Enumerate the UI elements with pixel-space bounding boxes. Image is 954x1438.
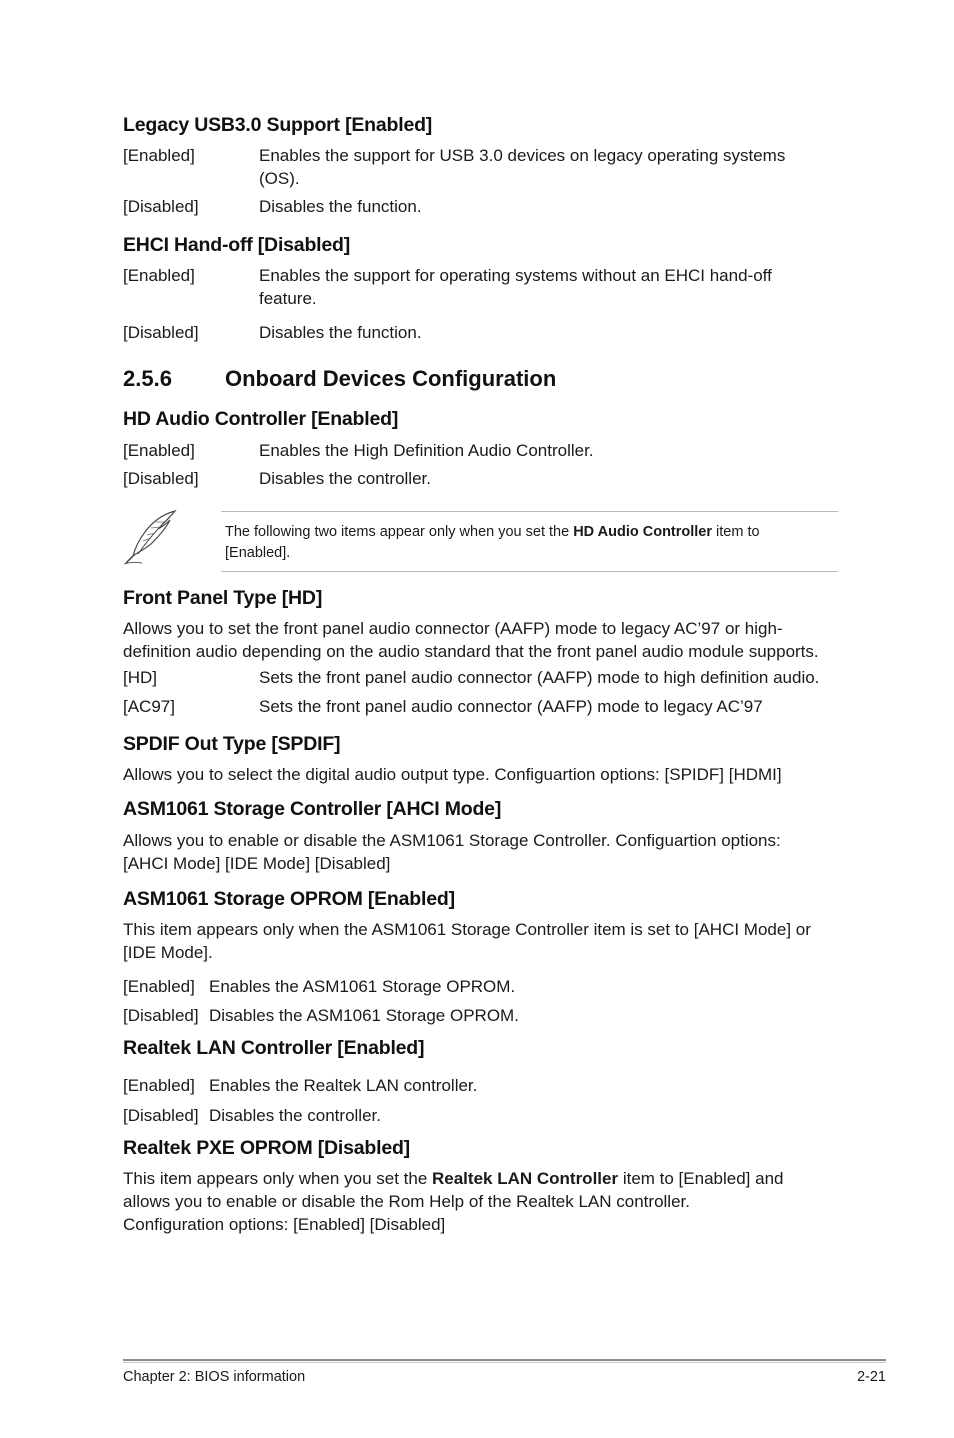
body-text: Allows you to select the digital audio output type. Configuartion options: [SPIDF] [HDMI] — [123, 765, 782, 784]
option-desc: feature. — [259, 289, 317, 308]
section-number: 2.5.6 — [123, 366, 172, 391]
footer-chapter: Chapter 2: BIOS information — [123, 1369, 306, 1385]
note-rule-top — [221, 511, 838, 512]
option-desc: Disables the controller. — [209, 1106, 381, 1125]
option-key: [AC97] — [123, 697, 175, 716]
option-key: [Enabled] — [123, 1076, 195, 1095]
heading-realtek-lan: Realtek LAN Controller [Enabled] — [123, 1037, 425, 1059]
body-text: This item appears only when the ASM1061 Storage Controller item is set to [AHCI Mode] or — [123, 920, 811, 939]
body-text: [AHCI Mode] [IDE Mode] [Disabled] — [123, 854, 391, 873]
option-desc: Enables the High Definition Audio Controller. — [259, 441, 594, 460]
option-key: [Disabled] — [123, 1006, 199, 1025]
body-text: Allows you to set the front panel audio connector (AAFP) mode to legacy AC’97 or high- — [123, 619, 783, 638]
option-desc: Enables the support for USB 3.0 devices on legacy operating systems — [259, 146, 786, 165]
quill-note-icon — [120, 508, 180, 568]
note-line-1: The following two items appear only when you set the HD Audio Controller item to — [225, 524, 760, 540]
section-title — [123, 365, 723, 393]
footer-rule-thin — [123, 1362, 886, 1363]
option-key: [HD] — [123, 668, 157, 687]
section-title-text: Onboard Devices Configuration — [225, 366, 557, 391]
option-desc: (OS). — [259, 169, 300, 188]
option-key: [Disabled] — [123, 1106, 199, 1125]
heading-spdif: SPDIF Out Type [SPDIF] — [123, 733, 341, 755]
heading-ehci: EHCI Hand-off [Disabled] — [123, 234, 351, 256]
body-text: Allows you to enable or disable the ASM1061 Storage Controller. Configuartion options: — [123, 831, 781, 850]
option-desc: Sets the front panel audio connector (AAFP) mode to high definition audio. — [259, 668, 820, 687]
body-text: Configuration options: [Enabled] [Disabled] — [123, 1215, 446, 1234]
heading-front-panel: Front Panel Type [HD] — [123, 587, 323, 609]
heading-realtek-pxe: Realtek PXE OPROM [Disabled] — [123, 1137, 410, 1159]
option-desc: Disables the ASM1061 Storage OPROM. — [209, 1006, 519, 1025]
option-desc: Sets the front panel audio connector (AAFP) mode to legacy AC’97 — [259, 697, 763, 716]
option-key: [Disabled] — [123, 323, 199, 342]
option-key: [Disabled] — [123, 469, 199, 488]
footer-page-number: 2-21 — [856, 1369, 886, 1385]
body-text: This item appears only when you set the Realtek LAN Controller item to [Enabled] and — [123, 1169, 784, 1188]
note-line-2: [Enabled]. — [225, 545, 291, 561]
heading-legacy-usb: Legacy USB3.0 Support [Enabled] — [123, 114, 433, 136]
body-text: definition audio depending on the audio standard that the front panel audio module supports. — [123, 642, 819, 661]
note-rule-bottom — [221, 571, 838, 572]
option-key: [Enabled] — [123, 146, 195, 165]
option-key: [Enabled] — [123, 441, 195, 460]
option-desc: Enables the Realtek LAN controller. — [209, 1076, 478, 1095]
heading-asm-oprom: ASM1061 Storage OPROM [Enabled] — [123, 888, 455, 910]
option-key: [Enabled] — [123, 266, 195, 285]
footer-rule — [123, 1359, 886, 1361]
option-desc: Enables the ASM1061 Storage OPROM. — [209, 977, 516, 996]
heading-hd-audio: HD Audio Controller [Enabled] — [123, 408, 399, 430]
body-text: allows you to enable or disable the Rom Help of the Realtek LAN controller. — [123, 1192, 690, 1211]
option-key: [Disabled] — [123, 197, 199, 216]
heading-asm-controller: ASM1061 Storage Controller [AHCI Mode] — [123, 798, 502, 820]
option-desc: Disables the controller. — [259, 469, 431, 488]
option-key: [Enabled] — [123, 977, 195, 996]
body-text: [IDE Mode]. — [123, 943, 213, 962]
option-desc: Disables the function. — [259, 197, 422, 216]
option-desc: Enables the support for operating systems without an EHCI hand-off — [259, 266, 772, 285]
option-desc: Disables the function. — [259, 323, 422, 342]
